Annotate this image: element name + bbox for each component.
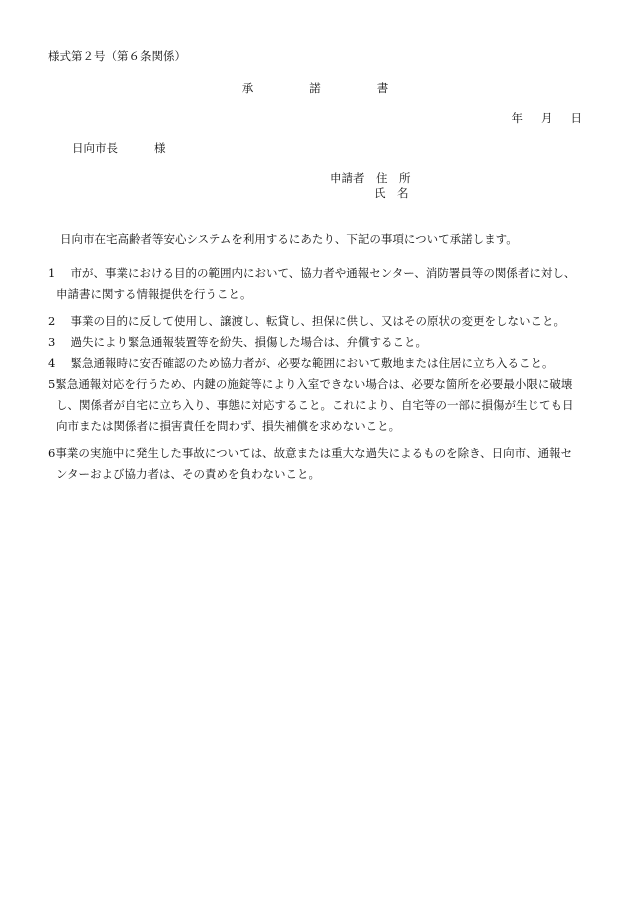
list-item-line xyxy=(48,416,588,437)
form-number-label: 様式第２号（第６条関係） xyxy=(48,49,186,63)
list-item-text: 緊急通報対応を行うため、内鍵の施錠等により入室できない場合は、必要な箇所を必要最小限に破壊 xyxy=(55,377,573,391)
list-item-text: 向市または関係者に損害責任を問わず、損失補償を求めないこと。 xyxy=(56,419,401,433)
title-char-2: 諾 xyxy=(309,81,321,95)
list-item xyxy=(48,374,588,437)
applicant-role-label: 申請者 xyxy=(330,171,365,185)
list-item-line xyxy=(48,353,588,374)
date-year-label: 年 xyxy=(511,111,523,125)
list-item-line xyxy=(48,332,588,353)
list-item-number: 6 xyxy=(48,446,56,460)
list-item-text: 申請書に関する情報提供を行うこと。 xyxy=(56,287,252,301)
list-item-text: 過失により緊急通報装置等を紛失、損傷した場合は、弁償すること。 xyxy=(70,335,427,349)
date-month-label: 月 xyxy=(541,111,553,125)
list-item xyxy=(48,353,588,374)
list-item-text: 事業の実施中に発生した事故については、故意または重大な過失によるものを除き、日向市、通報セ xyxy=(55,446,573,460)
addressee-name: 日向市長 xyxy=(72,141,118,155)
list-item-text: 市が、事業における目的の範囲内において、協力者や通報センター、消防署員等の関係者に対し、 xyxy=(70,266,576,280)
date-line xyxy=(494,110,583,126)
list-item-line xyxy=(48,284,588,305)
list-item-line xyxy=(48,395,588,416)
list-item xyxy=(48,332,588,353)
list-item-line xyxy=(48,374,588,395)
addressee xyxy=(72,140,166,156)
list-item xyxy=(48,311,588,332)
list-item-number: 3 xyxy=(48,335,56,349)
intro-statement: 日向市在宅高齢者等安心システムを利用するにあたり、下記の事項について承諾します。 xyxy=(60,232,518,246)
list-item-number: 5 xyxy=(48,377,56,391)
list-item xyxy=(48,263,588,305)
list-item-line xyxy=(48,464,588,485)
list-item-line xyxy=(48,263,588,284)
list-item-text: 緊急通報時に安否確認のため協力者が、必要な範囲において敷地または住居に立ち入ること。 xyxy=(70,356,554,370)
list-item-text: 事業の目的に反して使用し、譲渡し、転貸し、担保に供し、又はその原状の変更をしないこと。 xyxy=(70,314,565,328)
list-item xyxy=(48,443,588,485)
title-char-3: 書 xyxy=(376,81,389,95)
title-char-1: 承 xyxy=(241,81,254,95)
applicant-block xyxy=(330,170,411,186)
list-item-number: 4 xyxy=(48,356,56,370)
document-title xyxy=(0,80,630,96)
list-item-line xyxy=(48,443,588,464)
date-day-label: 日 xyxy=(570,111,582,125)
list-item-text: し、関係者が自宅に立ち入り、事態に対応すること。これにより、自宅等の一部に損傷が生じても日 xyxy=(56,398,574,412)
applicant-address-label: 住 所 xyxy=(376,171,411,185)
list-item-number: 1 xyxy=(48,266,56,280)
list-item-number: 2 xyxy=(48,314,56,328)
addressee-honorific: 様 xyxy=(154,141,166,155)
list-item-line xyxy=(48,311,588,332)
list-item-text: ンターおよび協力者は、その責めを負わないこと。 xyxy=(56,467,321,481)
applicant-name-label: 氏 名 xyxy=(374,186,409,200)
